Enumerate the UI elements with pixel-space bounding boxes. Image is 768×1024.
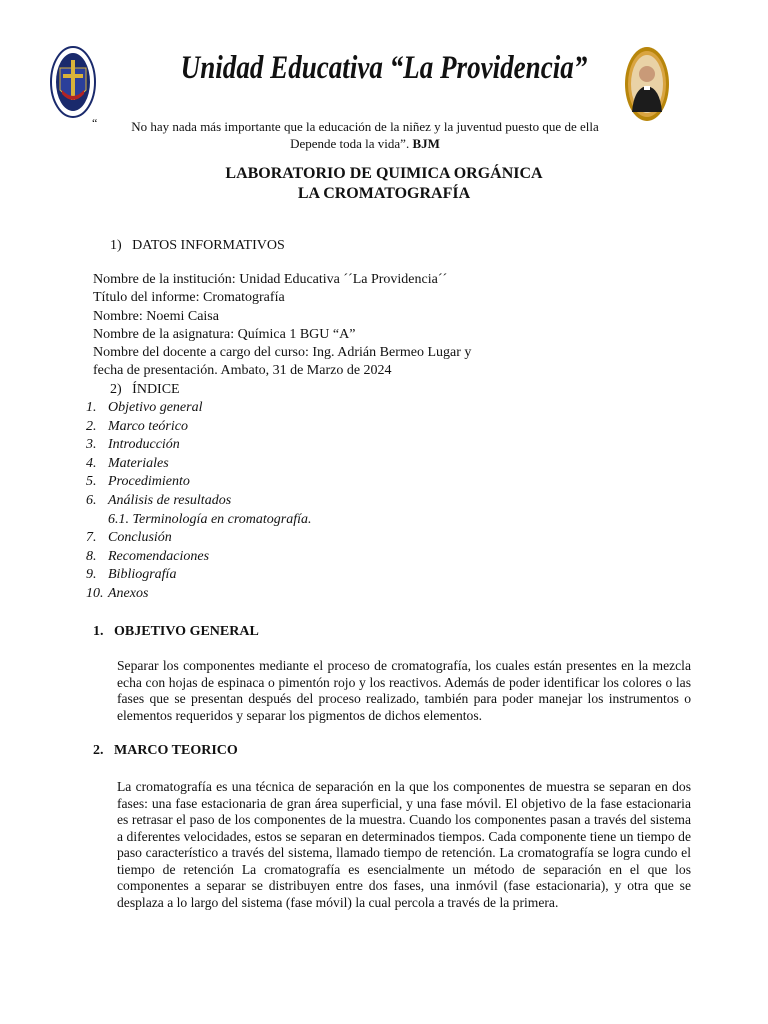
motto-line-2: Depende toda la vida”. BJM	[290, 136, 440, 151]
motto-quote-mark: “	[92, 116, 98, 130]
toc-subitem[interactable]: 6.1. Terminología en cromatografía.	[108, 511, 312, 527]
toc-item[interactable]: 8. Recomendaciones	[86, 548, 210, 564]
datos-line: Nombre del docente a cargo del curso: Ing. Adrián Bermeo Lugar y	[93, 345, 472, 361]
table-of-contents	[86, 399, 312, 604]
marco-heading: 2. MARCO TEORICO	[93, 743, 238, 758]
school-motto	[100, 118, 630, 152]
objetivo-paragraph: Separar los componentes mediante el proceso de cromatografía, los cuales están presentes en la mezcla echa con hojas de espinaca o pimentón rojo y los reactivos. Además de poder identificar los colores o las fases que se presentan después del proceso realizado, también para poder manejar los instrumentos o elementos requeridos y separar los pigmentos de dichos elementos.	[117, 658, 691, 723]
toc-item[interactable]: 6. Análisis de resultados	[86, 492, 232, 508]
section-number: 1)	[110, 238, 122, 253]
toc-item[interactable]: 7. Conclusión	[86, 530, 172, 546]
marco-paragraph: La cromatografía es una técnica de separación en la que los componentes de muestra se separan en dos fases: una fase estacionaria de gran área superficial, y una fase móvil. El objetivo de la fase estacionaria es retrasar el paso de los componentes de la muestra. Cuando los componentes pasan a través del sistema a diferentes velocidades, estos se separan en determinados tiempos. Cada componente tiene un tiempo de paso característico a través del sistema, llamado tiempo de retención. La cromatografía se logra cundo el tiempo de retención La cromatografía es esencialmente un método de separación en el que los componentes a separar se distribuyen entre dos fases, una inmóvil (fase estacionaria), y otra que se desplaza a lo largo del sistema (fase móvil) la cual percola a través de la primera.	[117, 779, 691, 910]
toc-item[interactable]: 4. Materiales	[86, 455, 169, 471]
motto-line-1: No hay nada más importante que la educación de la niñez y la juventud puesto que de ella	[131, 119, 599, 134]
datos-line: Título del informe: Cromatografía	[93, 290, 285, 306]
section-datos-heading: 1) DATOS INFORMATIVOS	[110, 238, 285, 253]
toc-item[interactable]: 1. Objetivo general	[86, 400, 203, 415]
datos-line: Nombre de la asignatura: Química 1 BGU “A”	[93, 326, 356, 342]
report-title-line-2: LA CROMATOGRAFÍA	[297, 185, 471, 202]
datos-line: Nombre: Noemi Caisa	[93, 308, 219, 324]
toc-item[interactable]: 5. Procedimiento	[86, 474, 190, 490]
section-number: 2)	[110, 382, 122, 397]
report-title-line-1: LABORATORIO DE QUIMICA ORGÁNICA	[225, 165, 543, 182]
toc-item[interactable]: 10. Anexos	[86, 585, 149, 601]
section-indice-heading: 2) ÍNDICE	[110, 382, 180, 397]
toc-item[interactable]: 2. Marco teórico	[86, 418, 188, 434]
datos-line: fecha de presentación. Ambato, 31 de Marzo de 2024	[93, 363, 392, 379]
school-title: Unidad Educativa “La Providencia”	[180, 50, 588, 86]
objetivo-heading: 1. OBJETIVO GENERAL	[93, 624, 259, 639]
toc-item[interactable]: 3. Introducción	[86, 437, 180, 453]
toc-item[interactable]: 9. Bibliografía	[86, 567, 177, 583]
report-title	[0, 164, 768, 204]
datos-line: Nombre de la institución: Unidad Educativa ´´La Providencia´´	[93, 272, 448, 287]
datos-list	[93, 271, 471, 381]
motto-author: BJM	[412, 136, 440, 151]
